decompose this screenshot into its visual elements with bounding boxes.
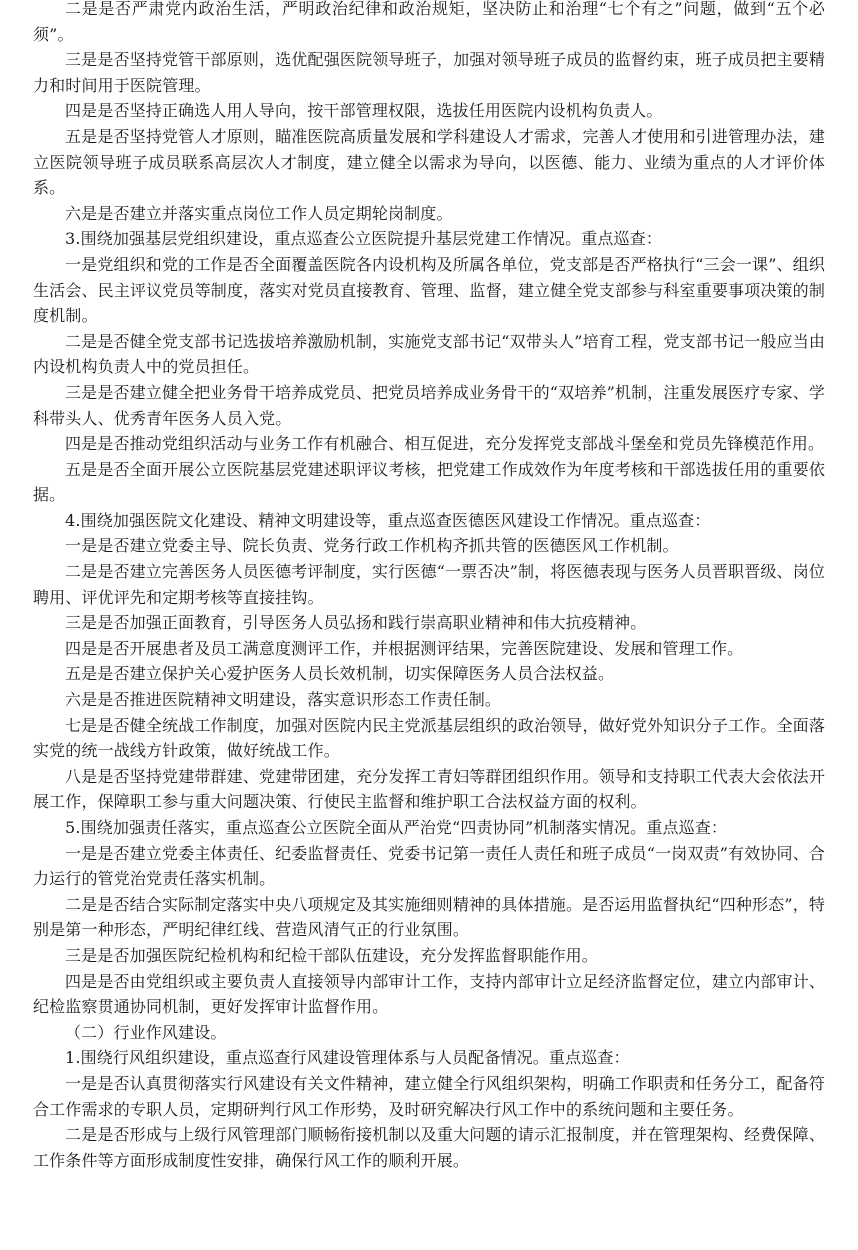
paragraph-29: 二是是否形成与上级行风管理部门顺畅衔接机制以及重大问题的请示汇报制度，并在管理架构、经费保障、工作条件等方面形成制度性安排，确保行风工作的顺利开展。	[33, 1125, 825, 1170]
paragraph-2: 三是是否坚持党管干部原则，选优配强医院领导班子，加强对领导班子成员的监督约束，班子成员把主要精力和时间用于医院管理。	[33, 50, 825, 95]
paragraph-7: 一是党组织和党的工作是否全面覆盖医院各内设机构及所属各单位，党支部是否严格执行“三会一课”、组织生活会、民主评议党员等制度，落实对党员直接教育、管理、监督，建立健全党支部参与科室重要事项决策的制度机制。	[33, 254, 825, 326]
paragraph-14: 二是是否建立完善医务人员医德考评制度，实行医德“一票否决”制，将医德表现与医务人员晋职晋级、岗位聘用、评优评先和定期考核等直接挂钩。	[33, 562, 825, 607]
paragraph-3: 四是是否坚持正确选人用人导向，按干部管理权限，选拔任用医院内设机构负责人。	[65, 101, 663, 121]
paragraph-18: 六是是否推进医院精神文明建设，落实意识形态工作责任制。	[65, 690, 502, 710]
paragraph-19: 七是是否健全统战工作制度，加强对医院内民主党派基层组织的政治领导，做好党外知识分子工作。全面落实党的统一战线方针政策，做好统战工作。	[33, 715, 825, 761]
paragraph-24: 三是是否加强医院纪检机构和纪检干部队伍建设，充分发挥监督职能作用。	[65, 945, 598, 965]
paragraph-10: 四是是否推动党组织活动与业务工作有机融合、相互促进，充分发挥党支部战斗堡垒和党员先锋模范作用。	[65, 434, 825, 454]
paragraph-11: 五是是否全面开展公立医院基层党建述职评议考核，把党建工作成效作为年度考核和干部选拔任用的重要依据。	[33, 459, 825, 505]
paragraph-23: 二是是否结合实际制定落实中央八项规定及其实施细则精神的具体措施。是否运用监督执纪“四种形态”，特别是第一种形态，严明纪律红线、营造风清气正的行业氛围。	[33, 894, 825, 940]
section-heading-4: 4.围绕加强医院文化建设、精神文明建设等，重点巡查医德医风建设工作情况。重点巡查：	[65, 510, 711, 530]
paragraph-4: 五是是否坚持党管人才原则，瞄准医院高质量发展和学科建设人才需求，完善人才使用和引进管理办法，建立医院领导班子成员联系高层次人才制度，建立健全以需求为导向，以医德、能力、业绩为重点的人才评价体系。	[33, 126, 825, 198]
paragraph-20: 八是是否坚持党建带群建、党建带团建，充分发挥工青妇等群团组织作用。领导和支持职工代表大会依法开展工作，保障职工参与重大问题决策、行使民主监督和维护职工合法权益方面的权利。	[33, 766, 825, 812]
section-heading-1: 1.围绕行风组织建设，重点巡查行风建设管理体系与人员配备情况。重点巡查：	[65, 1048, 630, 1068]
paragraph-22: 一是是否建立党委主体责任、纪委监督责任、党委书记第一责任人责任和班子成员“一岗双责”有效协同、合力运行的管党治党责任落实机制。	[33, 843, 825, 889]
paragraph-25: 四是是否由党组织或主要负责人直接领导内部审计工作，支持内部审计立足经济监督定位，建立内部审计、纪检监察贯通协同机制，更好发挥审计监督作用。	[33, 971, 825, 1017]
paragraph-8: 二是是否健全党支部书记选拔培养激励机制，实施党支部书记“双带头人”培育工程，党支部书记一般应当由内设机构负责人中的党员担任。	[33, 331, 825, 377]
paragraph-1: 二是是否严肃党内政治生活，严明政治纪律和政治规矩，坚决防止和治理“七个有之”问题，做到“五个必须”。	[33, 0, 825, 44]
section-heading-industry-style: （二）行业作风建设。	[65, 1022, 227, 1042]
paragraph-13: 一是是否建立党委主导、院长负责、党务行政工作机构齐抓共管的医德医风工作机制。	[65, 536, 679, 556]
paragraph-28: 一是是否认真贯彻落实行风建设有关文件精神，建立健全行风组织架构，明确工作职责和任务分工，配备符合工作需求的专职人员，定期研判行风工作形势，及时研究解决行风工作中的系统问题和主要任务。	[33, 1073, 825, 1119]
section-heading-3: 3.围绕加强基层党组织建设，重点巡查公立医院提升基层党建工作情况。重点巡查：	[65, 229, 662, 249]
paragraph-17: 五是是否建立保护关心爱护医务人员长效机制，切实保障医务人员合法权益。	[65, 664, 615, 684]
section-heading-5: 5.围绕加强责任落实，重点巡查公立医院全面从严治党“四责协同”机制落实情况。重点巡查：	[65, 818, 728, 837]
paragraph-16: 四是是否开展患者及员工满意度测评工作，并根据测评结果，完善医院建设、发展和管理工作。	[65, 638, 744, 658]
paragraph-15: 三是是否加强正面教育，引导医务人员弘扬和践行崇高职业精神和伟大抗疫精神。	[65, 613, 647, 633]
paragraph-5: 六是是否建立并落实重点岗位工作人员定期轮岗制度。	[65, 203, 453, 223]
paragraph-9: 三是是否建立健全把业务骨干培养成党员、把党员培养成业务骨干的“双培养”机制，注重发展医疗专家、学科带头人、优秀青年医务人员入党。	[33, 382, 825, 428]
